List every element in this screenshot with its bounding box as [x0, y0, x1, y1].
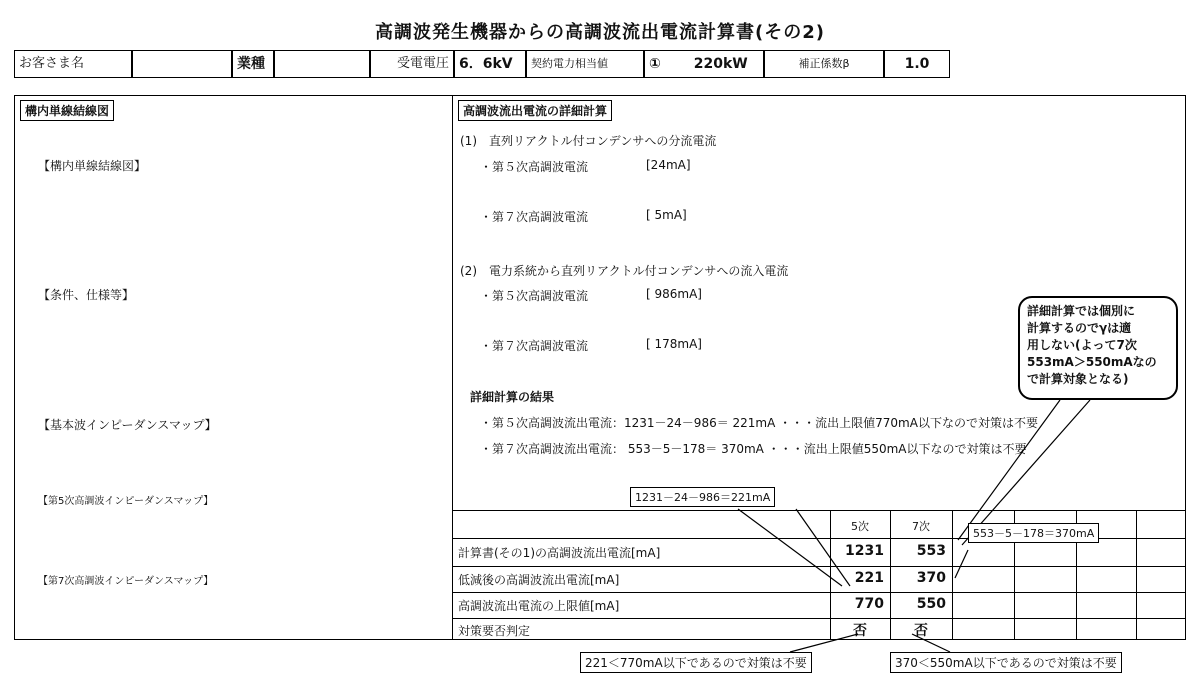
left-box-label: 構内単線結線図 [20, 100, 114, 121]
row-label-original: 計算書(その1)の高調波流出電流[mA] [458, 546, 661, 560]
customer-label: お客さま名 [14, 50, 132, 78]
row-label-judgement: 対策要否判定 [458, 624, 531, 638]
sec2-5th-label: ・第５次高調波電流 [480, 289, 589, 303]
left-item-fundamental-map: 【基本波インピーダンスマップ】 [38, 418, 217, 432]
industry-label: 業種 [232, 50, 274, 78]
arrow-calc5-2 [796, 509, 850, 586]
arrow-judge5 [790, 634, 858, 652]
speech-line: 計算するのでγは適 [1027, 321, 1132, 335]
contract-mark: ① [649, 56, 661, 72]
voltage-label: 受電電圧 [370, 50, 454, 78]
speech-line: で計算対象となる) [1027, 372, 1129, 386]
row-original-5th: 1231 [845, 543, 884, 559]
sec1-title: (1) 直列リアクトル付コンデンサへの分流電流 [460, 134, 717, 148]
row-judgement-7th: 否 [914, 623, 928, 639]
arrow-speech [958, 400, 1060, 540]
result-5th: ・第５次高調波流出電流：1231－24－986＝ 221mA ・・・流出上限値770mA以下なので対策は不要 [480, 416, 1038, 430]
sec1-7th-label: ・第７次高調波電流 [480, 210, 589, 224]
arrow-calc5 [738, 509, 842, 586]
speech-bubble [1018, 296, 1178, 400]
speech-line: 用しない(よって7次 [1027, 338, 1137, 352]
result-7th: ・第７次高調波流出電流： 553－5－178＝ 370mA ・・・流出上限値550mA以下なので対策は不要 [480, 442, 1027, 456]
col-header-7th: 7次 [912, 520, 930, 533]
speech-line: 詳細計算では個別に [1027, 304, 1136, 318]
arrow-judge7 [912, 634, 950, 652]
left-item-conditions: 【条件、仕様等】 [38, 288, 135, 302]
col-header-5th: 5次 [851, 520, 869, 533]
callout-judge7: 370＜550mA以下であるので対策は不要 [890, 652, 1122, 673]
speech-line: 553mA＞550mAなの [1027, 355, 1157, 369]
callout-calc7: 553－5－178＝370mA [968, 523, 1099, 543]
callout-calc5: 1231－24－986＝221mA [630, 487, 775, 507]
row-reduced-5th: 221 [854, 570, 884, 586]
contract-value: 220kW [693, 56, 748, 72]
correction-value: 1.0 [884, 50, 950, 78]
sec2-7th-value: [ 178mA] [646, 337, 702, 351]
callout-judge5: 221＜770mA以下であるので対策は不要 [580, 652, 812, 673]
row-label-limit: 高調波流出電流の上限値[mA] [458, 599, 620, 613]
left-item-5th-map: 【第5次高調波インピーダンスマップ】 [38, 496, 214, 507]
arrow-calc7 [955, 550, 968, 578]
sec1-5th-label: ・第５次高調波電流 [480, 160, 589, 174]
left-item-single-line: 【構内単線結線図】 [38, 159, 147, 173]
row-original-7th: 553 [916, 543, 946, 559]
sec2-7th-label: ・第７次高調波電流 [480, 339, 589, 353]
result-title: 詳細計算の結果 [470, 390, 555, 404]
row-label-reduced: 低減後の高調波流出電流[mA] [458, 573, 620, 587]
contract-label: 契約電力相当値 [526, 50, 644, 78]
sec2-title: (2) 電力系統から直列リアクトル付コンデンサへの流入電流 [460, 264, 789, 278]
left-item-7th-map: 【第7次高調波インピーダンスマップ】 [38, 576, 214, 587]
right-box-label: 高調波流出電流の詳細計算 [458, 100, 612, 121]
voltage-value: 6．6kV [454, 50, 526, 78]
row-limit-5th: 770 [854, 596, 884, 612]
sec2-5th-value: [ 986mA] [646, 287, 702, 301]
sec1-7th-value: [ 5mA] [646, 208, 687, 222]
row-judgement-5th: 否 [853, 623, 867, 639]
sec1-5th-value: [24mA] [646, 158, 691, 172]
row-reduced-7th: 370 [916, 570, 946, 586]
correction-label: 補正係数β [764, 50, 884, 78]
row-limit-7th: 550 [916, 596, 946, 612]
page-title: 高調波発生機器からの高調波流出電流計算書(その2) [375, 22, 825, 43]
